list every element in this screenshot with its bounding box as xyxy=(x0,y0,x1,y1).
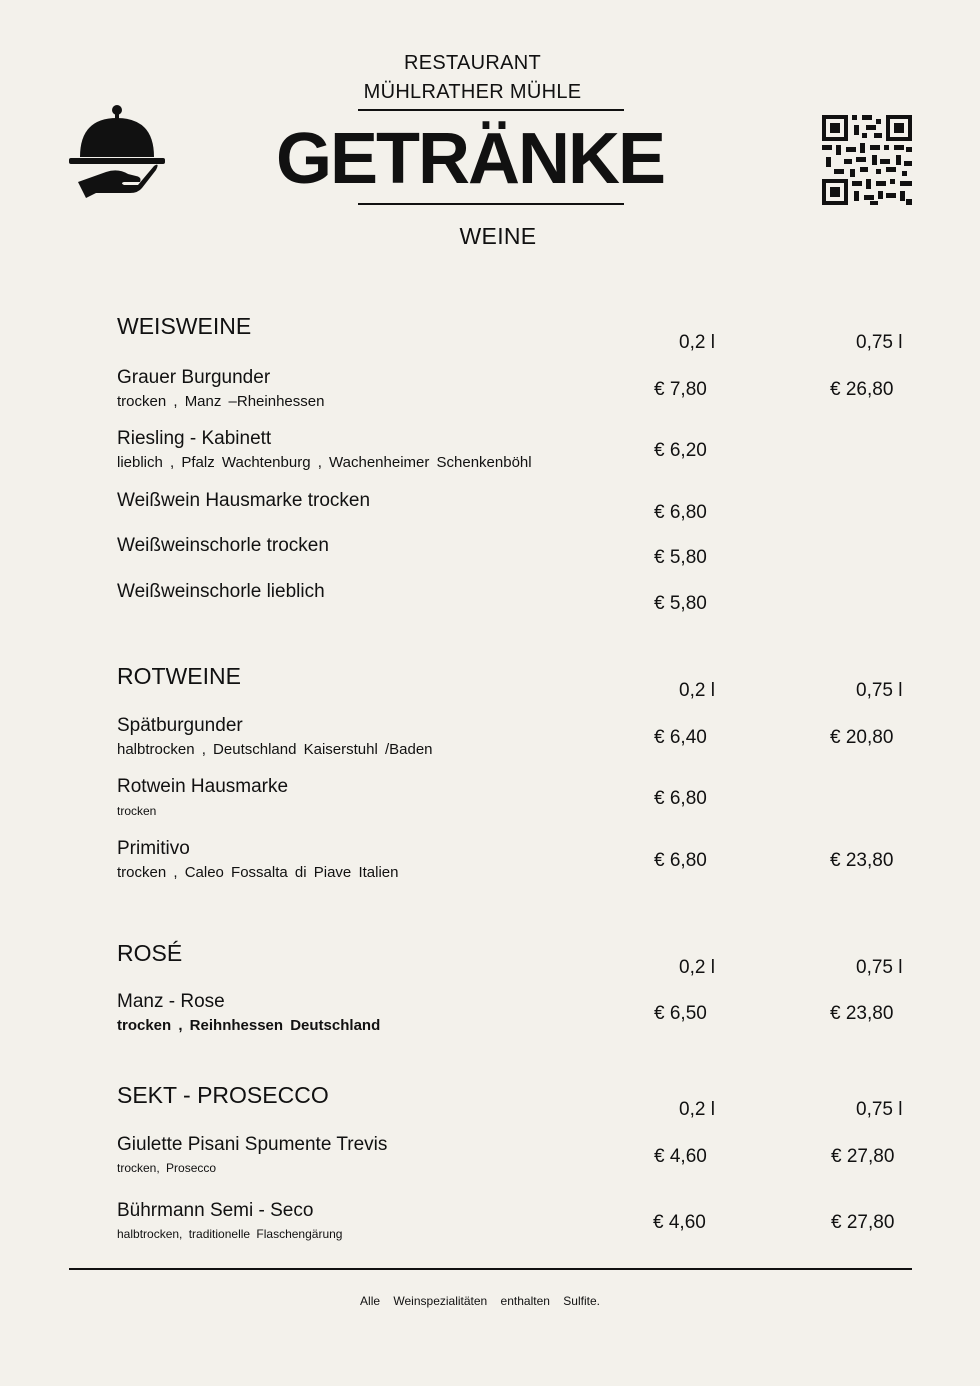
price-small: € 4,60 xyxy=(654,1146,707,1167)
footer-note: Alle Weinspezialitäten enthalten Sulfite. xyxy=(360,1294,600,1308)
price-large: € 23,80 xyxy=(830,850,894,871)
wine-description: trocken xyxy=(117,804,157,818)
wine-description: trocken, Prosecco xyxy=(117,1161,217,1175)
wine-description: trocken , Reihnhessen Deutschland xyxy=(117,1017,381,1034)
wine-name: Bührmann Semi - Seco xyxy=(117,1200,314,1221)
price-small: € 5,80 xyxy=(654,593,707,614)
title-rule-bottom xyxy=(358,203,624,205)
price-small: € 6,20 xyxy=(654,440,707,461)
price-large: € 27,80 xyxy=(831,1146,895,1167)
volume-header-small: 0,2 l xyxy=(679,1099,715,1120)
price-small: € 6,80 xyxy=(654,850,707,871)
wine-name: Spätburgunder xyxy=(117,715,243,736)
price-large: € 20,80 xyxy=(830,727,894,748)
section-title-rotweine: ROTWEINE xyxy=(117,663,241,689)
page-title: GETRÄNKE xyxy=(275,119,664,199)
wine-name: Primitivo xyxy=(117,838,190,859)
wine-description: lieblich , Pfalz Wachtenburg , Wachenheimer Schenkenböhl xyxy=(117,454,532,471)
price-large: € 23,80 xyxy=(830,1003,894,1024)
price-small: € 6,50 xyxy=(654,1003,707,1024)
volume-header-small: 0,2 l xyxy=(679,680,715,701)
wine-name: Manz - Rose xyxy=(117,991,225,1012)
wine-description: trocken , Manz –Rheinhessen xyxy=(117,393,325,410)
section-title-weisweine: WEISWEINE xyxy=(117,313,252,339)
price-small: € 6,80 xyxy=(654,502,707,523)
section-title-rose: ROSÉ xyxy=(117,940,183,966)
price-small: € 4,60 xyxy=(653,1212,706,1233)
volume-header-small: 0,2 l xyxy=(679,332,715,353)
qr-code-icon xyxy=(822,115,912,205)
wine-description: halbtrocken, traditionelle Flaschengärung xyxy=(117,1227,343,1241)
wine-description: trocken , Caleo Fossalta di Piave Italien xyxy=(117,864,399,881)
wine-name: Rotwein Hausmarke xyxy=(117,776,289,797)
price-small: € 5,80 xyxy=(654,547,707,568)
restaurant-label: RESTAURANT xyxy=(403,52,542,74)
wine-name: Giulette Pisani Spumente Trevis xyxy=(117,1134,388,1155)
volume-header-large: 0,75 l xyxy=(856,680,903,701)
price-small: € 6,40 xyxy=(654,727,707,748)
wine-name: Grauer Burgunder xyxy=(117,367,271,388)
volume-header-large: 0,75 l xyxy=(856,332,903,353)
title-rule-top xyxy=(358,109,624,111)
price-small: € 6,80 xyxy=(654,788,707,809)
wine-name: Weißweinschorle trocken xyxy=(117,535,329,556)
wine-name: Weißweinschorle lieblich xyxy=(117,581,325,602)
wine-name: Riesling - Kabinett xyxy=(117,428,272,449)
price-large: € 26,80 xyxy=(830,379,894,400)
volume-header-large: 0,75 l xyxy=(856,957,903,978)
price-small: € 7,80 xyxy=(654,379,707,400)
page-subtitle: WEINE xyxy=(459,223,537,249)
footer-rule xyxy=(69,1268,912,1270)
volume-header-large: 0,75 l xyxy=(856,1099,903,1120)
wine-name: Weißwein Hausmarke trocken xyxy=(117,490,371,511)
restaurant-name: MÜHLRATHER MÜHLE xyxy=(363,81,582,103)
price-large: € 27,80 xyxy=(831,1212,895,1233)
volume-header-small: 0,2 l xyxy=(679,957,715,978)
cloche-on-hand-icon xyxy=(66,102,168,198)
section-title-sekt-prosecco: SEKT - PROSECCO xyxy=(117,1082,329,1108)
wine-description: halbtrocken , Deutschland Kaiserstuhl /Baden xyxy=(117,741,433,758)
